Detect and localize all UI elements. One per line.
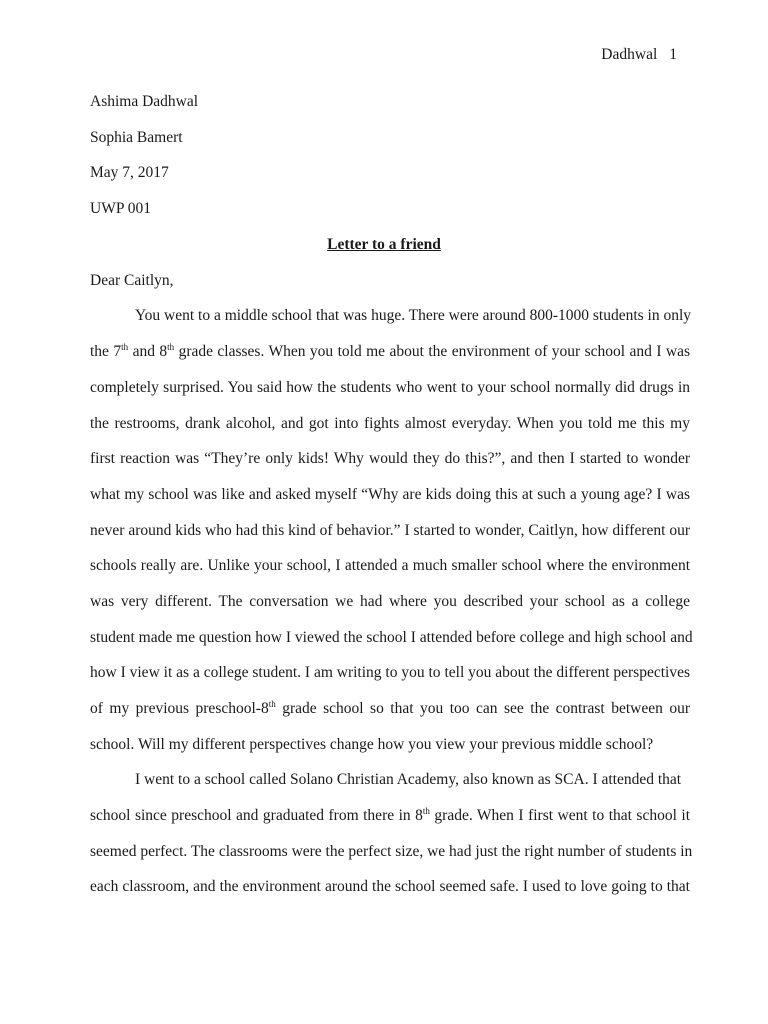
paragraph-line: school. Will my different perspectives change how you view your previous middle school? [90,736,654,753]
text-run: and 8 [128,343,168,360]
text-run: of my previous preschool-8 [90,700,269,717]
superscript: th [268,699,276,709]
paragraph-line: was very different. The conversation we had where you described your school as a college [90,593,690,610]
text-run: grade. When I first went to that school it [429,807,690,824]
text-run: the 7 [90,343,122,360]
paragraph-line: You went to a middle school that was huge. There were around 800-1000 students in only [135,307,692,324]
paragraph-line [90,342,690,362]
paragraph-line: what my school was like and asked myself “Why are kids doing this at such a young age? I was [90,486,690,503]
page-number: 1 [669,46,677,63]
paragraph-line: each classroom, and the environment around the school seemed safe. I used to love going to that [90,878,690,895]
date: May 7, 2017 [90,164,169,181]
letter-title: Letter to a friend [327,236,441,253]
paragraph-line: completely surprised. You said how the students who went to your school normally did drugs in [90,379,690,396]
paragraph-line: first reaction was “They’re only kids! Why would they do this?”, and then I started to wonder [90,450,690,467]
header-surname: Dadhwal [601,46,658,63]
text-run: grade school so that you too can see the contrast between our [275,700,690,717]
paragraph-line: the restrooms, drank alcohol, and got into fights almost everyday. When you told me this my [90,415,690,432]
author-name: Ashima Dadhwal [90,93,199,110]
text-run: grade classes. When you told me about the environment of your school and I was [174,343,691,360]
superscript: th [167,342,175,352]
running-header [601,46,677,64]
superscript: th [422,806,430,816]
paragraph-line: schools really are. Unlike your school, I attended a much smaller school where the environment [90,557,690,574]
paragraph-line [90,699,690,719]
paragraph-line: never around kids who had this kind of behavior.” I started to wonder, Caitlyn, how different our [90,522,690,539]
course: UWP 001 [90,200,151,217]
superscript: th [121,342,129,352]
paragraph-line: I went to a school called Solano Christian Academy, also known as SCA. I attended that [135,771,682,788]
paragraph-line [90,806,690,826]
paragraph-line: student made me question how I viewed the school I attended before college and high school and [90,629,693,646]
paragraph-line: seemed perfect. The classrooms were the perfect size, we had just the right number of students in [90,843,693,860]
instructor-name: Sophia Bamert [90,129,183,146]
paragraph-line: how I view it as a college student. I am writing to you to tell you about the different perspectives [90,664,690,681]
text-run: school since preschool and graduated from there in 8 [90,807,423,824]
salutation: Dear Caitlyn, [90,272,174,289]
